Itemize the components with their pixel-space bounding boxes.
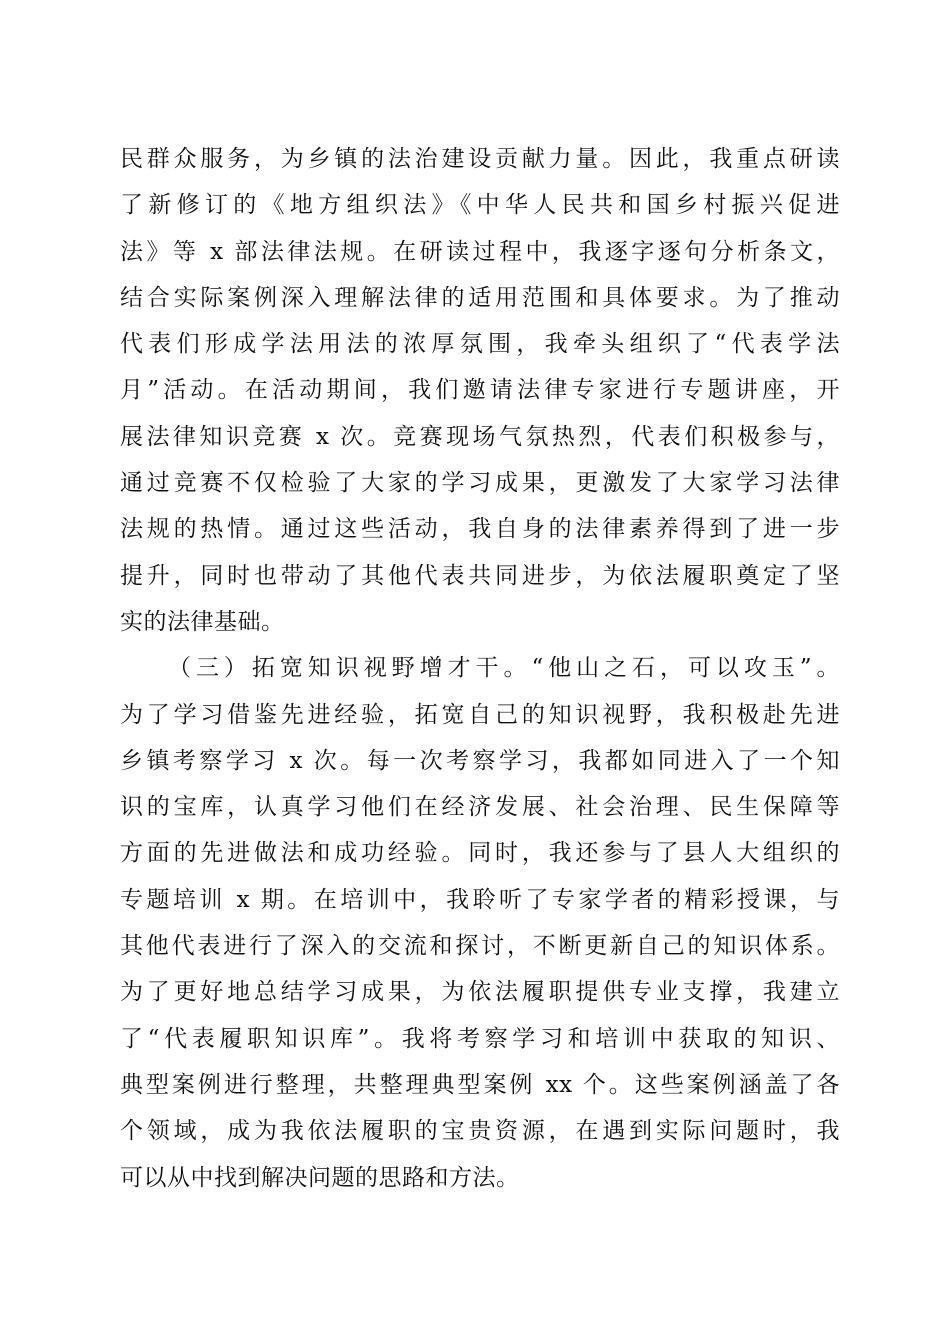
text-line: 专题培训 x 期。在培训中，我聆听了专家学者的精彩授课，与 xyxy=(120,886,840,913)
text-line: 方面的先进做法和成功经验。同时，我还参与了县人大组织的 xyxy=(120,840,840,867)
text-line: 实的法律基础。 xyxy=(120,608,285,635)
text-line: 识的宝库，认真学习他们在经济发展、社会治理、民生保障等 xyxy=(120,794,840,821)
text-line: 个领域，成为我依法履职的宝贵资源，在遇到实际问题时，我 xyxy=(120,1118,840,1145)
text-line: 法》等 x 部法律法规。在研读过程中，我逐字逐句分析条文， xyxy=(120,238,840,265)
text-line: 提升，同时也带动了其他代表共同进步，为依法履职奠定了坚 xyxy=(120,562,840,589)
text-line: 通过竞赛不仅检验了大家的学习成果，更激发了大家学习法律 xyxy=(120,470,840,497)
text-line: 了“代表履职知识库”。我将考察学习和培训中获取的知识、 xyxy=(120,1025,840,1052)
paragraph-legal-study xyxy=(120,136,840,645)
text-line: 乡镇考察学习 x 次。每一次考察学习，我都如同进入了一个知 xyxy=(120,747,840,774)
text-line: 代表们形成学法用法的浓厚氛围，我牵头组织了“代表学法 xyxy=(120,331,840,358)
text-line: 结合实际案例深入理解法律的适用范围和具体要求。为了推动 xyxy=(120,284,840,311)
text-line: 法规的热情。通过这些活动，我自身的法律素养得到了进一步 xyxy=(120,516,840,543)
text-line: 了新修订的《地方组织法》《中华人民共和国乡村振兴促进 xyxy=(120,192,840,219)
text-line: 为了学习借鉴先进经验，拓宽自己的知识视野，我积极赴先进 xyxy=(120,701,840,728)
text-line: 其他代表进行了深入的交流和探讨，不断更新自己的知识体系。 xyxy=(120,933,840,960)
text-line: 典型案例进行整理，共整理典型案例 xx 个。这些案例涵盖了各 xyxy=(120,1071,840,1098)
paragraph-broaden-knowledge xyxy=(120,645,840,1201)
text-line: 展法律知识竞赛 x 次。竞赛现场气氛热烈，代表们积极参与， xyxy=(120,423,840,450)
section-heading-line: （三）拓宽知识视野增才干。“他山之石，可以攻玉”。 xyxy=(168,655,840,682)
text-line: 月”活动。在活动期间，我们邀请法律专家进行专题讲座，开 xyxy=(120,377,840,404)
text-line: 民群众服务，为乡镇的法治建设贡献力量。因此，我重点研读 xyxy=(120,146,840,172)
text-line: 为了更好地总结学习成果，为依法履职提供专业支撑，我建立 xyxy=(120,979,840,1006)
text-line: 可以从中找到解决问题的思路和方法。 xyxy=(120,1164,520,1191)
document-body xyxy=(120,136,840,1201)
